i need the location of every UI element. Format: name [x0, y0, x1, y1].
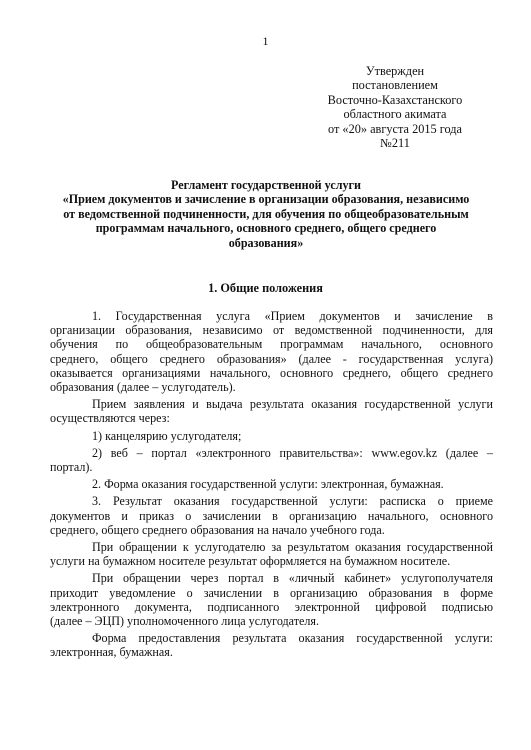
paragraph-line: 2) веб – портал «электронного правительства»: www.egov.kz (далее – — [92, 445, 493, 460]
paragraph-line: портал). — [50, 460, 93, 475]
document-title — [50, 178, 482, 250]
paragraph — [50, 540, 493, 568]
paragraph — [50, 397, 493, 425]
paragraph-line: обучения по общеобразовательным программам начального, основного — [50, 337, 493, 352]
paragraph-line: 2. Форма оказания государственной услуги: электронная, бумажная. — [92, 477, 444, 492]
title-line: образования» — [228, 235, 304, 250]
paragraph-line: среднего, общего среднего образования на начало учебного года. — [50, 522, 385, 537]
paragraph-line: документов и приказ о зачислении в организацию начального, основного — [50, 508, 493, 523]
paragraph — [50, 631, 493, 659]
paragraph-line: При обращении через портал в «личный кабинет» услугополучателя — [92, 571, 493, 586]
paragraph-line: электронная, бумажная. — [50, 645, 173, 660]
paragraph — [50, 309, 493, 394]
title-line: от ведомственной подчиненности, для обучения по общеобразовательным — [63, 206, 469, 221]
paragraph-line: 3. Результат оказания государственной услуги: расписка о приеме — [92, 494, 493, 509]
title-line: программам начального, основного среднего, общего среднего — [95, 221, 437, 236]
approval-line: постановлением — [352, 78, 438, 93]
paragraph-line: оказывается организациями начального, основного среднего, общего среднего — [50, 365, 493, 380]
section-title: 1. Общие положения — [208, 281, 323, 295]
paragraph-line: При обращении к услугодателю за результатом оказания государственной — [92, 540, 493, 555]
paragraph-line: 1) канцелярию услугодателя; — [92, 428, 242, 443]
approval-line: Восточно-Казахстанского — [327, 92, 463, 107]
page-number: 1 — [262, 34, 269, 48]
paragraph — [50, 494, 493, 537]
approval-block — [300, 64, 490, 150]
paragraph-line: приходит уведомление о зачислении в организацию образования в форме — [50, 585, 493, 600]
paragraph — [50, 571, 493, 628]
paragraph-line: организации образования, независимо от ведомственной подчиненности, для — [50, 323, 493, 338]
paragraph-line: образования (далее – услугодатель). — [50, 380, 236, 395]
approval-line: Утвержден — [365, 64, 425, 78]
document-body — [50, 309, 493, 663]
paragraph-line: Прием заявления и выдача результата оказания государственной услуги — [92, 397, 493, 412]
paragraph — [50, 446, 493, 474]
paragraph-line: среднего, общего среднего образования» (далее - государственная услуга) — [50, 351, 493, 366]
approval-line: областного акимата — [343, 107, 447, 122]
paragraph-line: осуществляются через: — [50, 411, 170, 426]
paragraph-line: электронного документа, подписанного электронной цифровой подписью — [50, 599, 493, 614]
paragraph-line: (далее – ЭЦП) уполномоченного лица услугодателя. — [50, 614, 320, 629]
approval-line: от «20» августа 2015 года — [328, 121, 462, 136]
paragraph-line: 1. Государственная услуга «Прием документов и зачисление в — [92, 309, 493, 323]
paragraph-line: услуги на бумажном носителе результат оформляется на бумажном носителе. — [50, 554, 451, 569]
approval-line: №211 — [380, 136, 410, 151]
title-line: «Прием документов и зачисление в организации образования, независимо — [62, 192, 470, 207]
title-line: Регламент государственной услуги — [171, 178, 361, 192]
paragraph-line: Форма предоставления результата оказания государственной услуги: — [92, 631, 493, 646]
paragraph — [50, 429, 493, 443]
paragraph — [50, 477, 493, 491]
